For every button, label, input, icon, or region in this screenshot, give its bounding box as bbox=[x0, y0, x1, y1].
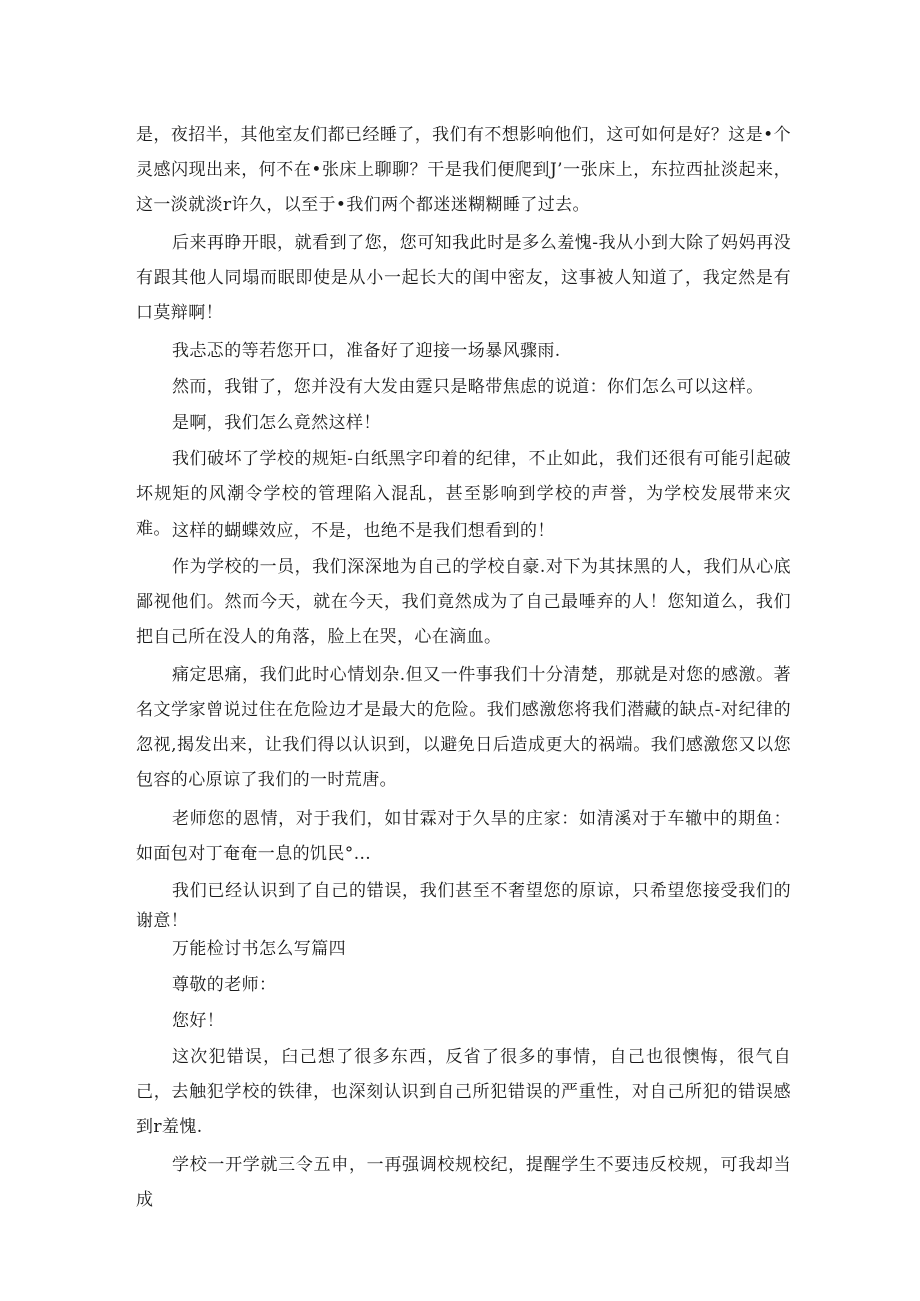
paragraph-3: 我忐忑的等若您开口，准备好了迎接一场暴风骤雨. bbox=[172, 341, 561, 361]
greeting: 您好！ bbox=[172, 1011, 225, 1031]
paragraph-12: 这次犯错误，臼己想了很多东西，反省了很多的事情，自己也很懊悔，很气自己，去触犯学校的铁律，也深刻认识到自己所犯错误的严重性，对自己所犯的错误感到r羞愧. bbox=[136, 1047, 791, 1137]
paragraph-8: 作为学校的一员，我们深深地为自己的学校自豪.对下为其抹黑的人，我们从心底鄙视他们。然而今天，就在今天，我们竟然成为了自己最唾弃的人！您知道么，我们把自己所在没人的角落，脸上在哭，心在滴血。 bbox=[136, 557, 791, 647]
paragraph-7: 这样的蝴蝶效应，不是，也绝不是我们想看到的！ bbox=[172, 521, 555, 541]
paragraph-6: 我们破坏了学校的规矩-白纸黑字印着的纪律，不止如此，我们还很有可能引起破坏规矩的风潮令学校的管理陷入混乱，甚至影响到学校的声誉，为学校发展带来灾难。 bbox=[136, 449, 791, 539]
paragraph-9: 痛定思痛，我们此时心情划杂.但又一件事我们十分清楚，那就是对您的感激。著名文学家曾说过住在危险边才是最大的危险。我们感激您将我们潜藏的缺点-对纪律的忽视,揭发出来，让我们得以认识到，以避免日后造成更大的祸端。我们感激您又以您包容的心原谅了我们的一时荒唐。 bbox=[136, 665, 791, 790]
paragraph-2: 后来再睁开眼，就看到了您，您可知我此时是多么羞愧-我从小到大除了妈妈再没有跟其他人同塌而眠即使是从小一起长大的闺中密友，这事被人知道了，我定然是有口莫辩啊！ bbox=[136, 233, 791, 323]
paragraph-1: 是，夜招半，其他室友们都已经睡了，我们有不想影响他们，这可如何是好？这是•个灵感闪现出来，何不在•张床上聊聊？干是我们便爬到J’一张床上，东拉西扯淡起来，这一淡就淡r许久，以至于•我们两个都迷迷糊糊睡了过去。 bbox=[136, 125, 791, 215]
paragraph-5: 是啊，我们怎么竟然这样！ bbox=[172, 413, 381, 433]
paragraph-4: 然而，我钳了，您并没有大发由霆只是略带焦虑的说道：你们怎么可以这样。 bbox=[172, 377, 764, 397]
salutation: 尊敬的老师： bbox=[172, 975, 277, 995]
paragraph-10: 老师您的恩情，对于我们，如甘霖对于久旱的庄家：如清溪对于车辙中的期鱼：如面包对丁奄奄一息的饥民°... bbox=[136, 809, 791, 864]
paragraph-11: 我们已经认识到了自己的错误，我们甚至不奢望您的原谅，只希望您接受我们的谢意！ bbox=[136, 881, 791, 931]
section-heading: 万能检讨书怎么写篇四 bbox=[172, 939, 346, 959]
paragraph-13: 学校一开学就三令五申，一再强调校规校纪，提醒学生不要违反校规，可我却当成 bbox=[136, 1155, 791, 1210]
